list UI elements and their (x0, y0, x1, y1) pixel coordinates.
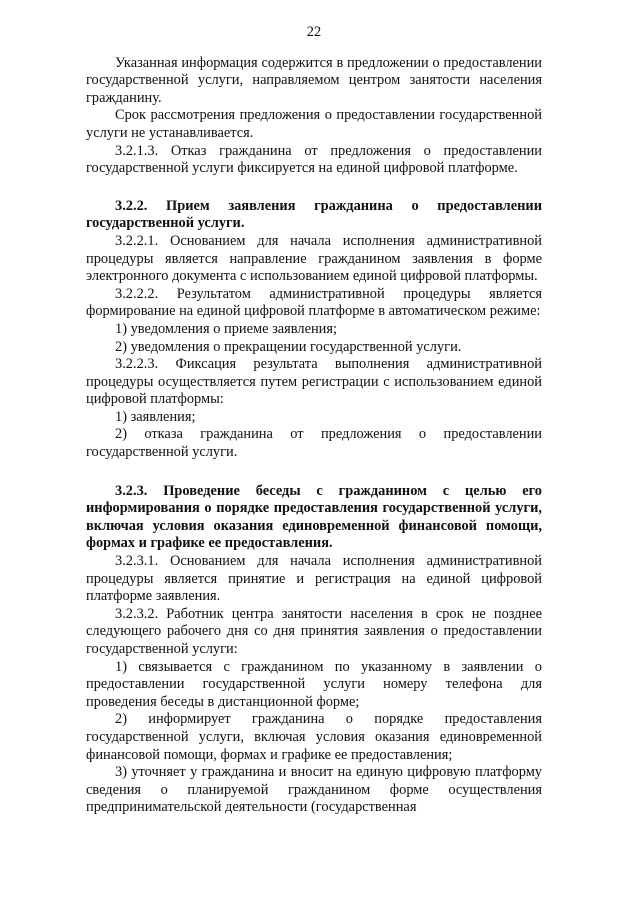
paragraph-3-2-2-2: 3.2.2.2. Результатом административной процедуры является формирование на единой цифровой платформе в автоматическом режиме: (86, 285, 542, 320)
section-heading-3-2-3: 3.2.3. Проведение беседы с гражданином с целью его информирования о порядке предоставления государственной услуги, включая условия оказания единовременной финансовой помощи, формах и графике ее предоставления. (86, 482, 542, 552)
list-item-application: 1) заявления; (115, 408, 196, 425)
list-item-informs-citizen: 2) информирует гражданина о порядке предоставления государственной услуги, включая условия оказания единовременной финансовой помощи, формах и графике ее предоставления; (86, 711, 542, 763)
list-item-notification-terminated: 2) уведомления о прекращении государственной услуги. (115, 338, 462, 355)
paragraph-3-2-2-3: 3.2.2.3. Фиксация результата выполнения административной процедуры осуществляется путем регистрации с использованием единой цифровой платформы: (86, 356, 542, 408)
section-heading-3-2-2: 3.2.2. Прием заявления гражданина о предоставлении государственной услуги. (86, 197, 542, 232)
list-item-notification-received: 1) уведомления о приеме заявления; (115, 320, 337, 337)
section-gap (86, 462, 542, 483)
paragraph-3-2-1-3: 3.2.1.3. Отказ гражданина от предложения о предоставлении государственной услуги фиксируется на единой цифровой платформе. (86, 142, 542, 177)
section-gap (86, 178, 542, 198)
paragraph-3-2-3-1: 3.2.3.1. Основанием для начала исполнения административной процедуры является принятие и регистрация на единой цифровой платформе заявления. (86, 553, 542, 605)
paragraph-3-2-2-1: 3.2.2.1. Основанием для начала исполнения административной процедуры является направление гражданином заявления в форме электронного документа с использованием единой цифровой платформы. (86, 232, 542, 285)
list-item-clarifies-form: 3) уточняет у гражданина и вносит на единую цифровую платформу сведения о планируемой гражданином форме осуществления предпринимательской деятельности (государственная (86, 764, 542, 816)
paragraph-review-term: Срок рассмотрения предложения о предоставлении государственной услуги не устанавливается. (86, 107, 542, 141)
list-item-refusal: 2) отказа гражданина от предложения о предоставлении государственной услуги. (86, 426, 542, 461)
list-item-contacts-citizen: 1) связывается с гражданином по указанному в заявлении о предоставлении государственной услуги номеру телефона для проведения беседы в дистанционной форме; (86, 658, 542, 710)
paragraph-3-2-3-2: 3.2.3.2. Работник центра занятости населения в срок не позднее следующего рабочего дня со дня принятия заявления о предоставлении государственной услуги: (86, 605, 542, 657)
paragraph-info-content: Указанная информация содержится в предложении о предоставлении государственной услуги, направляемом центром занятости населения гражданину. (86, 54, 542, 106)
page-number: 22 (306, 24, 322, 40)
